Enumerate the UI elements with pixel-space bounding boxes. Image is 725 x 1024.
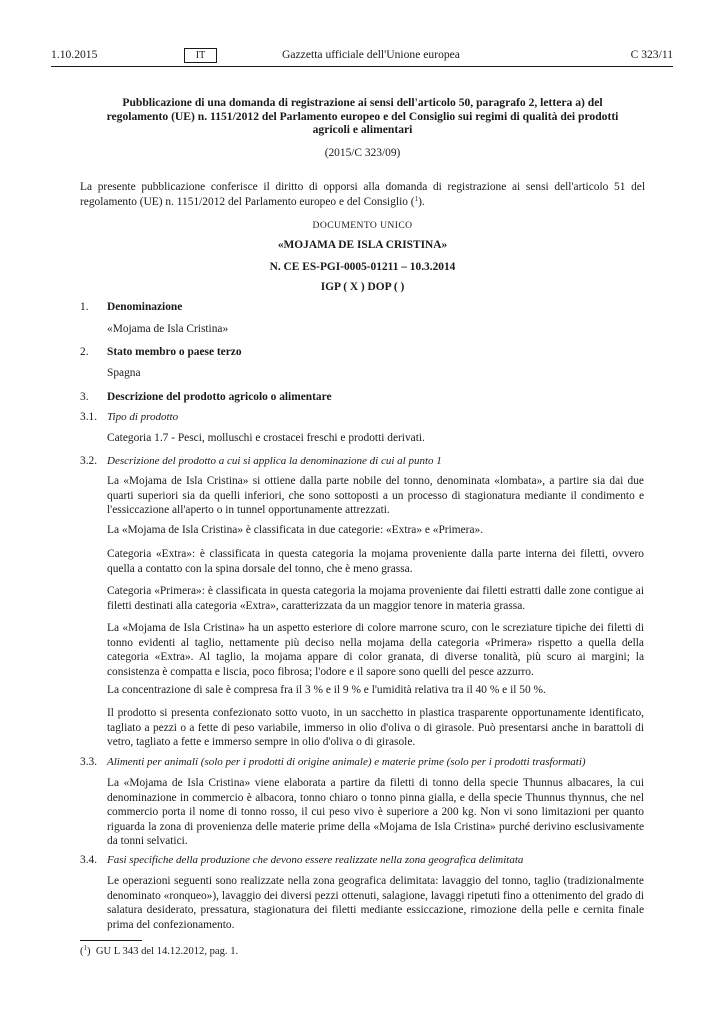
subsection-heading: Descrizione del prodotto a cui si applica la denominazione di cui al punto 1 — [107, 455, 442, 467]
paragraph: La «Mojama de Isla Cristina» ha un aspetto esteriore di colore marrone scuro, con le screziature tipiche dei filetti di tonno evidenti al taglio, nettamente più deciso nella mojama della categoria «Primera» rispetto a quella della categoria «Extra». Al taglio, la mojama appare di color granata, di diverse tonalità, più scuro ai margini; la consistenza è compatta e liscia, poco fibrosa; l'odore e il sapore sono quelli del pesce azzurro. — [107, 622, 644, 678]
paragraph: La concentrazione di sale è compresa fra il 3 % e il 9 % e l'umidità relativa tra il 40 % e il 50 %. — [107, 684, 546, 696]
page-header — [51, 48, 673, 64]
product-name: «MOJAMA DE ISLA CRISTINA» — [277, 239, 448, 251]
intro-text: La presente pubblicazione conferisce il diritto di opporsi alla domanda di registrazione ai sensi dell'articolo 51 del regolamento (UE) n. 1151/2012 del Parlamento europeo e del Consiglio ( — [80, 181, 645, 208]
header-divider — [51, 66, 673, 67]
intro-paragraph — [80, 180, 645, 209]
section-heading: Denominazione — [107, 301, 183, 313]
subsection-number: 3.1. — [80, 411, 98, 423]
section-number: 2. — [80, 346, 89, 358]
section-heading: Descrizione del prodotto agricolo o alimentare — [107, 391, 332, 403]
subsection-number: 3.2. — [80, 455, 98, 467]
section-text: Spagna — [107, 367, 141, 379]
document-label: DOCUMENTO UNICO — [312, 220, 413, 231]
subsection-text: La «Mojama de Isla Cristina» viene elaborata a partire da filetti di tonno della specie Thunnus albacares, la cui denominazione in commercio è albacora, tonno chiaro o tonno pinna gialla, e della specie Thunnus thynnus, che nel commercio porta il nome di tonno rosso, il cui peso vivo è superiore a 200 kg. Non vi sono limitazioni per quanto riguarda la zona di provenienza delle materie prime della «Mojama de Isla Cristina» purché derivino esclusivamente da tonni selvatici. — [107, 777, 644, 848]
section-heading: Stato membro o paese terzo — [107, 346, 242, 358]
footnote-text: GU L 343 del 14.12.2012, pag. 1. — [95, 946, 239, 957]
subsection-heading: Tipo di prodotto — [107, 411, 179, 423]
paragraph: La «Mojama de Isla Cristina» è classificata in due categorie: «Extra» e «Primera». — [107, 524, 484, 536]
paragraph: Categoria «Primera»: è classificata in questa categoria la mojama proveniente dai filetti estratti dalle zone contigue ai filetti destinati alla categoria «Extra», caratterizzata da un maggior tenore in materia grassa. — [107, 585, 644, 612]
footnote: ($^1$) GU L 343 del 14.12.2012, pag. 1. — [80, 944, 239, 957]
section-number: 3. — [80, 391, 89, 403]
igp-dop-line: IGP ( X ) DOP ( ) — [320, 281, 405, 293]
paragraph: Il prodotto si presenta confezionato sotto vuoto, in un sacchetto in plastica trasparente opportunamente identificato, tagliato a pezzi o a fette di peso variabile, immerso in olio d'oliva o di girasole. Può presentarsi anche in barattoli di vetro, tagliato a fette e immerso sempre in olio d'oliva o di girasole. — [107, 707, 644, 749]
section-number: 1. — [80, 301, 89, 313]
document-title: Pubblicazione di una domanda di registrazione ai sensi dell'articolo 50, paragrafo 2, lettera a) del regolamento (UE) n. 1151/2012 del Parlamento europeo e del Consiglio sui regimi di qualità dei prodotti agricoli e alimentari — [106, 96, 619, 137]
footnote-divider — [80, 940, 142, 941]
paragraph: La «Mojama de Isla Cristina» si ottiene dalla parte nobile del tonno, denominata «lombata», a partire sia dai due quarti superiori sia da quelli inferiori, che sono sottoposti a un processo di stagionatura mediante il condimento e l'essiccazione all'aperto o in tunnel opportunamente attrezzati. — [107, 475, 644, 517]
section-text: «Mojama de Isla Cristina» — [107, 323, 229, 335]
subsection-text: Categoria 1.7 - Pesci, molluschi e crostacei freschi e prodotti derivati. — [107, 432, 425, 444]
intro-end: ). — [418, 195, 425, 208]
subsection-number: 3.4. — [80, 854, 98, 866]
ce-number: N. CE ES-PGI-0005-01211 – 10.3.2014 — [269, 261, 456, 273]
footnote-mark: 1 — [83, 944, 88, 952]
publication-date: 1.10.2015 — [51, 48, 98, 61]
subsection-text: Le operazioni seguenti sono realizzate nella zona geografica delimitata: lavaggio del tonno, taglio (tradizionalmente denominato «ronqueo»), lavaggio dei diversi pezzi ottenuti, salagione, lavaggi ripetuti fino a ottenimento del grado di salatura desiderato, pressatura, stagionatura dei filetti mediante essiccazione, rimozione della pelle e cernita finale prima del confezionamento. — [107, 875, 644, 931]
language-badge: IT — [184, 48, 217, 63]
footnote-ref[interactable]: 1 — [414, 194, 419, 203]
subsection-number: 3.3. — [80, 756, 98, 768]
paragraph: Categoria «Extra»: è classificata in questa categoria la mojama proveniente dalla parte interna dei filetti, ovvero quella a contatto con la spina dorsale del tonno, che è meno grassa. — [107, 548, 644, 575]
subsection-heading: Alimenti per animali (solo per i prodotti di origine animale) e materie prime (solo per i prodotti trasformati) — [107, 756, 586, 768]
subsection-heading: Fasi specifiche della produzione che devono essere realizzate nella zona geografica delimitata — [107, 854, 524, 866]
document-reference: (2015/C 323/09) — [324, 147, 401, 159]
page-number: C 323/11 — [630, 48, 673, 61]
journal-title: Gazzetta ufficiale dell'Unione europea — [282, 48, 460, 61]
